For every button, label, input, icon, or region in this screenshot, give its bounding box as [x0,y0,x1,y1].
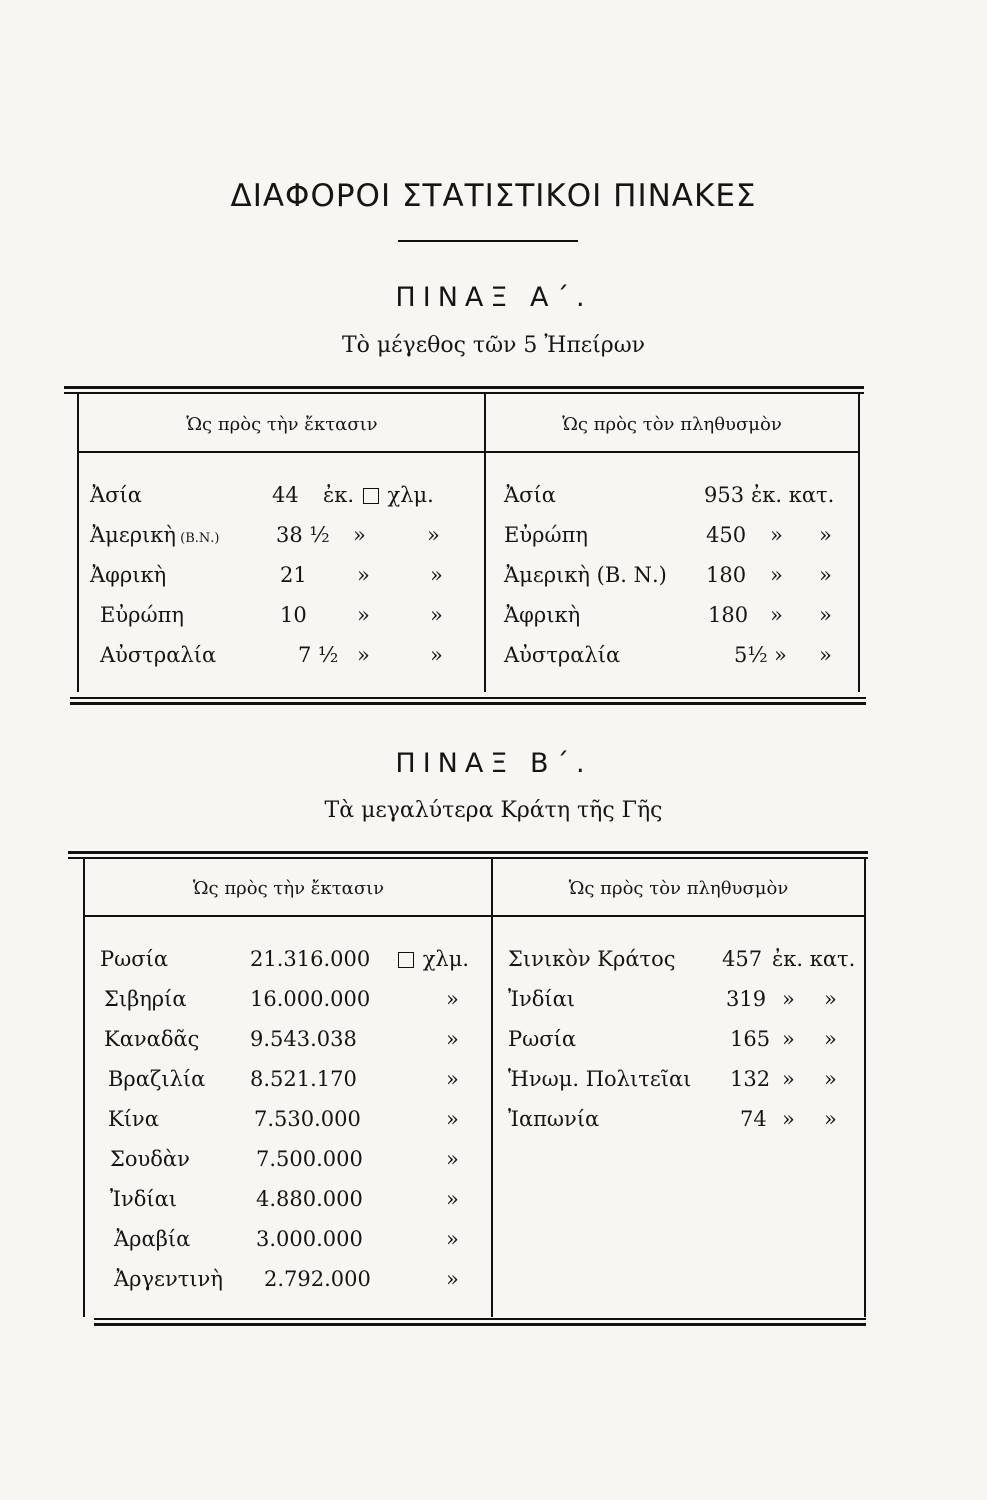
ditto-mark: » [357,643,370,667]
table-b-bottom-rule-inner [94,1318,866,1320]
row-name: Ἡνωμ. Πολιτεῖαι [508,1067,692,1091]
table-a-top-rule-inner [64,392,864,394]
table-b-top-rule-inner [68,857,868,859]
ditto-mark: » [446,987,459,1011]
table-a-header-rule [78,451,858,453]
title-rule [398,240,578,242]
table-a-subtitle: Τὸ μέγεθος τῶν 5 Ἠπείρων [341,333,646,358]
row-name: Ἀμερικὴ (Β. Ν.) [504,563,667,587]
table-b-header-rule [84,915,864,917]
row-name: Εὐρώπη [504,523,588,547]
ditto-mark: » [774,643,787,667]
row-name: Αὐστραλία [504,643,621,667]
table-b-label: ΠΙΝΑΞ Β΄. [395,748,592,779]
row-value: 180 [708,603,749,627]
row-value: 132 [730,1067,771,1091]
row-unit: ἐκ. κατ. [772,947,856,971]
ditto-mark: » [824,987,837,1011]
row-value: 3.000.000 [256,1227,363,1251]
table-b-right-header: Ὡς πρὸς τὸν πληθυσμὸν [568,878,789,899]
row-value: 7.530.000 [254,1107,361,1131]
table-b-subtitle: Τὰ μεγαλύτερα Κράτη τῆς Γῆς [324,798,663,823]
row-value: 9.543.038 [250,1027,357,1051]
table-b-divider [491,857,493,1317]
ditto-mark: » [782,987,795,1011]
ditto-mark: » [353,523,366,547]
row-name: Ἀσία [90,483,142,507]
row-value: 44 [272,483,299,507]
row-value: 4.880.000 [256,1187,363,1211]
row-name: Ἀμερικὴ (Β.Ν.) [90,523,220,547]
row-name: Ἀργεντινὴ [114,1267,223,1291]
row-value: 165 [730,1027,771,1051]
ditto-mark: » [357,563,370,587]
ditto-mark: » [819,563,832,587]
row-value: 21 [280,563,307,587]
row-unit: ἐκ. κατ. [751,483,835,507]
row-name: Ρωσία [508,1027,577,1051]
row-value: 180 [706,563,747,587]
ditto-mark: » [819,603,832,627]
table-b-right-border [864,857,866,1317]
row-value: 319 [726,987,767,1011]
page-title: ΔΙΑΦΟΡΟΙ ΣΤΑΤΙΣΤΙΚΟΙ ΠΙΝΑΚΕΣ [230,178,757,214]
table-a-right-header: Ὡς πρὸς τὸν πληθυσμὸν [562,414,782,435]
table-a-left-header: Ὡς πρὸς τὴν ἔκτασιν [186,414,378,435]
table-a-top-rule [64,386,864,389]
row-name: Ἀσία [504,483,556,507]
row-name: Ἰνδίαι [508,987,575,1011]
ditto-mark: » [782,1067,795,1091]
table-b-left-border [83,857,85,1317]
row-name: Ἀραβία [114,1227,191,1251]
ditto-mark: » [824,1027,837,1051]
ditto-mark: » [770,563,783,587]
row-name: Βραζιλία [108,1067,206,1091]
row-value: 2.792.000 [264,1267,371,1291]
table-b-left-header: Ὡς πρὸς τὴν ἔκτασιν [192,878,385,899]
ditto-mark: » [446,1267,459,1291]
square-unit-icon [363,488,379,504]
row-unit: χλμ. [396,947,469,971]
row-name: Ρωσία [100,947,169,971]
table-a-divider [484,392,486,692]
ditto-mark: » [446,1147,459,1171]
row-name: Κίνα [108,1107,159,1131]
ditto-mark: » [824,1107,837,1131]
ditto-mark: » [446,1027,459,1051]
ditto-mark: » [357,603,370,627]
ditto-mark: » [446,1067,459,1091]
ditto-mark: » [770,603,783,627]
ditto-mark: » [824,1067,837,1091]
ditto-mark: » [819,643,832,667]
row-name: Αὐστραλία [100,643,217,667]
row-unit: ἐκ. χλμ. [323,483,434,507]
ditto-mark: » [430,603,443,627]
row-name: Ἀφρικὴ [504,603,581,627]
row-value: 953 [704,483,745,507]
row-value: 450 [706,523,747,547]
row-value: 38 ½ [276,523,330,547]
table-a-label: ΠΙΝΑΞ Α΄. [395,282,592,313]
table-b-bottom-rule [94,1323,866,1326]
ditto-mark: » [446,1107,459,1131]
row-value: 7.500.000 [256,1147,363,1171]
row-name: Σινικὸν Κράτος [508,947,676,971]
row-value: 10 [280,603,307,627]
ditto-mark: » [446,1187,459,1211]
ditto-mark: » [430,643,443,667]
ditto-mark: » [427,523,440,547]
ditto-mark: » [782,1027,795,1051]
table-b-top-rule [68,851,868,854]
square-unit-icon [398,952,414,968]
row-value: 5½ [734,643,768,667]
row-name: Ἰαπωνία [508,1107,600,1131]
row-name: Σουδὰν [110,1147,190,1171]
ditto-mark: » [446,1227,459,1251]
row-name: Ἀφρικὴ [90,563,167,587]
row-value: 74 [740,1107,767,1131]
table-a-bottom-rule [70,702,866,705]
row-value: 457 [722,947,763,971]
table-a-bottom-rule-inner [70,697,866,699]
row-name: Ἰνδίαι [110,1187,177,1211]
row-name: Εὐρώπη [100,603,184,627]
ditto-mark: » [819,523,832,547]
row-name: Σιβηρία [104,987,187,1011]
ditto-mark: » [430,563,443,587]
row-value: 7 ½ [298,643,339,667]
row-value: 8.521.170 [250,1067,357,1091]
row-value: 16.000.000 [250,987,371,1011]
table-a-right-border [858,392,860,692]
row-name: Καναδᾶς [104,1027,200,1051]
ditto-mark: » [782,1107,795,1131]
row-value: 21.316.000 [250,947,371,971]
ditto-mark: » [770,523,783,547]
table-a-left-border [77,392,79,692]
